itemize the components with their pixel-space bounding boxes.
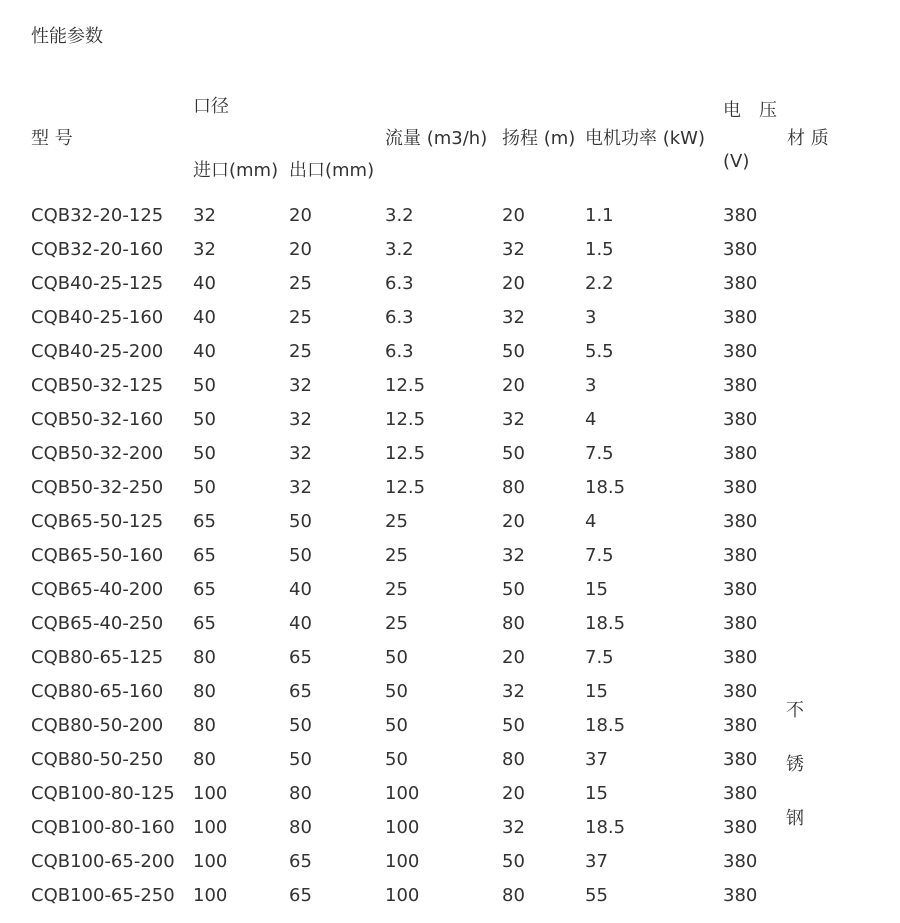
cell-model: CQB65-50-125 — [31, 511, 164, 532]
cell-outlet: 32 — [289, 477, 312, 498]
cell-power: 5.5 — [585, 341, 614, 362]
cell-flow: 3.2 — [385, 239, 414, 260]
cell-model: CQB100-65-250 — [31, 885, 175, 906]
cell-model: CQB32-20-125 — [31, 205, 164, 226]
cell-inlet: 40 — [193, 273, 216, 294]
cell-model: CQB50-32-125 — [31, 375, 164, 396]
cell-model: CQB65-40-200 — [31, 579, 164, 600]
cell-head: 50 — [502, 443, 525, 464]
cell-flow: 100 — [385, 783, 420, 804]
cell-model: CQB50-32-200 — [31, 443, 164, 464]
cell-outlet: 25 — [289, 341, 312, 362]
cell-voltage: 380 — [723, 783, 758, 804]
cell-inlet: 65 — [193, 579, 216, 600]
cell-inlet: 80 — [193, 647, 216, 668]
cell-inlet: 50 — [193, 443, 216, 464]
cell-flow: 25 — [385, 613, 408, 634]
cell-model: CQB40-25-200 — [31, 341, 164, 362]
cell-inlet: 65 — [193, 613, 216, 634]
cell-outlet: 32 — [289, 443, 312, 464]
cell-flow: 100 — [385, 817, 420, 838]
cell-voltage: 380 — [723, 817, 758, 838]
header-head: 扬程 (m) — [502, 128, 576, 149]
cell-voltage: 380 — [723, 613, 758, 634]
cell-power: 55 — [585, 885, 608, 906]
cell-voltage: 380 — [723, 239, 758, 260]
cell-head: 32 — [502, 817, 525, 838]
header-voltage: 电 压 — [723, 100, 777, 121]
cell-model: CQB80-50-200 — [31, 715, 164, 736]
cell-flow: 50 — [385, 715, 408, 736]
cell-inlet: 80 — [193, 715, 216, 736]
cell-outlet: 50 — [289, 715, 312, 736]
cell-power: 18.5 — [585, 477, 626, 498]
cell-flow: 50 — [385, 681, 408, 702]
cell-flow: 6.3 — [385, 273, 414, 294]
cell-flow: 12.5 — [385, 443, 426, 464]
cell-inlet: 100 — [193, 817, 228, 838]
cell-head: 50 — [502, 715, 525, 736]
cell-power: 2.2 — [585, 273, 614, 294]
cell-head: 80 — [502, 477, 525, 498]
cell-power: 7.5 — [585, 647, 614, 668]
cell-model: CQB65-40-250 — [31, 613, 164, 634]
header-voltage-unit: (V) — [723, 151, 750, 172]
cell-voltage: 380 — [723, 511, 758, 532]
cell-voltage: 380 — [723, 409, 758, 430]
header-diameter: 口径 — [193, 96, 229, 117]
cell-power: 15 — [585, 681, 608, 702]
cell-power: 1.5 — [585, 239, 614, 260]
cell-model: CQB100-80-160 — [31, 817, 175, 838]
cell-head: 20 — [502, 783, 525, 804]
cell-flow: 25 — [385, 511, 408, 532]
cell-inlet: 100 — [193, 885, 228, 906]
cell-outlet: 20 — [289, 205, 312, 226]
cell-inlet: 50 — [193, 477, 216, 498]
cell-power: 1.1 — [585, 205, 614, 226]
cell-power: 4 — [585, 409, 597, 430]
cell-power: 37 — [585, 851, 608, 872]
cell-inlet: 65 — [193, 545, 216, 566]
cell-model: CQB50-32-160 — [31, 409, 164, 430]
cell-model: CQB80-65-125 — [31, 647, 164, 668]
cell-power: 18.5 — [585, 715, 626, 736]
cell-outlet: 20 — [289, 239, 312, 260]
cell-voltage: 380 — [723, 341, 758, 362]
material-char-3: 钢 — [786, 808, 804, 829]
cell-power: 15 — [585, 783, 608, 804]
header-outlet: 出口(mm) — [289, 160, 375, 181]
cell-power: 3 — [585, 307, 597, 328]
cell-inlet: 40 — [193, 307, 216, 328]
cell-head: 20 — [502, 375, 525, 396]
cell-power: 18.5 — [585, 613, 626, 634]
cell-model: CQB80-50-250 — [31, 749, 164, 770]
cell-head: 20 — [502, 511, 525, 532]
cell-outlet: 80 — [289, 783, 312, 804]
header-flow: 流量 (m3/h) — [385, 128, 488, 149]
cell-flow: 12.5 — [385, 409, 426, 430]
cell-voltage: 380 — [723, 749, 758, 770]
header-model: 型 号 — [31, 128, 73, 149]
header-material: 材 质 — [787, 128, 829, 149]
cell-head: 32 — [502, 681, 525, 702]
cell-head: 80 — [502, 749, 525, 770]
cell-voltage: 380 — [723, 851, 758, 872]
cell-voltage: 380 — [723, 647, 758, 668]
cell-power: 3 — [585, 375, 597, 396]
cell-flow: 6.3 — [385, 307, 414, 328]
cell-outlet: 50 — [289, 545, 312, 566]
cell-head: 32 — [502, 307, 525, 328]
cell-inlet: 100 — [193, 851, 228, 872]
cell-head: 50 — [502, 851, 525, 872]
cell-flow: 6.3 — [385, 341, 414, 362]
cell-model: CQB100-80-125 — [31, 783, 175, 804]
cell-head: 50 — [502, 341, 525, 362]
cell-flow: 3.2 — [385, 205, 414, 226]
cell-voltage: 380 — [723, 273, 758, 294]
cell-inlet: 50 — [193, 409, 216, 430]
material-char-1: 不 — [786, 700, 804, 721]
cell-flow: 50 — [385, 749, 408, 770]
cell-flow: 100 — [385, 885, 420, 906]
cell-outlet: 32 — [289, 375, 312, 396]
cell-outlet: 50 — [289, 511, 312, 532]
cell-inlet: 32 — [193, 239, 216, 260]
cell-voltage: 380 — [723, 545, 758, 566]
cell-voltage: 380 — [723, 205, 758, 226]
cell-voltage: 380 — [723, 681, 758, 702]
cell-power: 4 — [585, 511, 597, 532]
cell-model: CQB65-50-160 — [31, 545, 164, 566]
cell-inlet: 100 — [193, 783, 228, 804]
cell-outlet: 32 — [289, 409, 312, 430]
page-title: 性能参数 — [31, 26, 103, 47]
header-inlet: 进口(mm) — [193, 160, 279, 181]
cell-model: CQB100-65-200 — [31, 851, 175, 872]
header-power: 电机功率 (kW) — [585, 128, 705, 149]
cell-model: CQB50-32-250 — [31, 477, 164, 498]
cell-outlet: 65 — [289, 885, 312, 906]
cell-head: 32 — [502, 409, 525, 430]
cell-inlet: 65 — [193, 511, 216, 532]
cell-voltage: 380 — [723, 307, 758, 328]
cell-flow: 25 — [385, 545, 408, 566]
cell-power: 15 — [585, 579, 608, 600]
cell-power: 37 — [585, 749, 608, 770]
cell-inlet: 80 — [193, 749, 216, 770]
cell-head: 80 — [502, 613, 525, 634]
cell-voltage: 380 — [723, 477, 758, 498]
cell-outlet: 65 — [289, 647, 312, 668]
material-char-2: 锈 — [786, 754, 804, 775]
cell-head: 32 — [502, 239, 525, 260]
cell-inlet: 80 — [193, 681, 216, 702]
cell-outlet: 25 — [289, 273, 312, 294]
cell-voltage: 380 — [723, 443, 758, 464]
cell-inlet: 50 — [193, 375, 216, 396]
cell-outlet: 25 — [289, 307, 312, 328]
cell-voltage: 380 — [723, 375, 758, 396]
cell-outlet: 65 — [289, 851, 312, 872]
cell-outlet: 80 — [289, 817, 312, 838]
cell-outlet: 50 — [289, 749, 312, 770]
cell-model: CQB32-20-160 — [31, 239, 164, 260]
cell-power: 18.5 — [585, 817, 626, 838]
cell-head: 32 — [502, 545, 525, 566]
cell-inlet: 40 — [193, 341, 216, 362]
cell-head: 20 — [502, 205, 525, 226]
cell-head: 20 — [502, 273, 525, 294]
cell-head: 50 — [502, 579, 525, 600]
cell-flow: 12.5 — [385, 375, 426, 396]
cell-outlet: 40 — [289, 579, 312, 600]
cell-power: 7.5 — [585, 443, 614, 464]
cell-outlet: 40 — [289, 613, 312, 634]
cell-voltage: 380 — [723, 885, 758, 906]
cell-model: CQB40-25-160 — [31, 307, 164, 328]
cell-voltage: 380 — [723, 579, 758, 600]
cell-outlet: 65 — [289, 681, 312, 702]
cell-flow: 12.5 — [385, 477, 426, 498]
cell-power: 7.5 — [585, 545, 614, 566]
cell-flow: 100 — [385, 851, 420, 872]
cell-voltage: 380 — [723, 715, 758, 736]
cell-inlet: 32 — [193, 205, 216, 226]
cell-model: CQB40-25-125 — [31, 273, 164, 294]
cell-flow: 25 — [385, 579, 408, 600]
cell-head: 80 — [502, 885, 525, 906]
cell-model: CQB80-65-160 — [31, 681, 164, 702]
cell-head: 20 — [502, 647, 525, 668]
cell-flow: 50 — [385, 647, 408, 668]
